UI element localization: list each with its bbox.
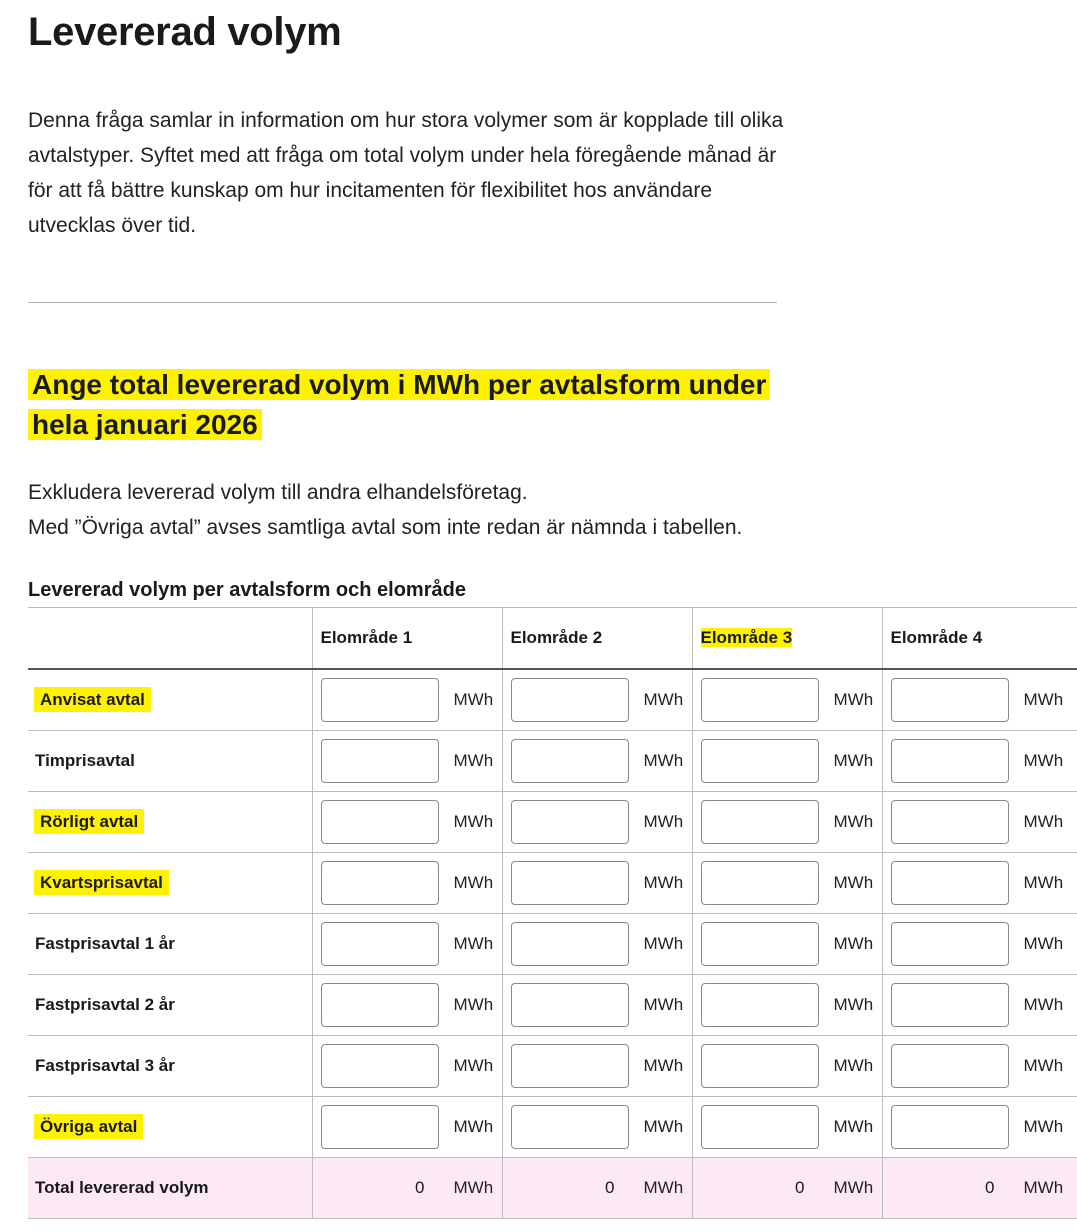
unit-label: MWh <box>1023 995 1064 1014</box>
value-cell <box>692 731 882 792</box>
instruction-line-1: Exkludera levererad volym till andra elhandelsföretag. <box>28 481 528 504</box>
unit-label: MWh <box>643 934 684 953</box>
page-title: Levererad volym <box>28 10 342 54</box>
column-header-elomrade-3 <box>692 608 882 670</box>
table-caption: Levererad volym per avtalsform och elområde <box>28 579 466 601</box>
mwh-input-row6-elomrade-4[interactable] <box>891 983 1009 1027</box>
intro-text: Denna fråga samlar in information om hur stora volymer som är kopplade till olika avtalstyper. Syftet med att fråga om total volym under hela föregående månad är för att få bättre kunskap om hur incitamenten för flexibilitet hos användare utvecklas över tid. <box>28 109 784 237</box>
total-value-elomrade-1: 0 <box>415 1178 425 1197</box>
value-cell <box>312 731 502 792</box>
unit-label: MWh <box>643 1056 684 1075</box>
unit-label: MWh <box>1023 1178 1064 1197</box>
mwh-input-row7-elomrade-1[interactable] <box>321 1044 439 1088</box>
instruction-line-2: Med ”Övriga avtal” avses samtliga avtal som inte redan är nämnda i tabellen. <box>28 516 743 539</box>
total-value-elomrade-2: 0 <box>605 1178 615 1197</box>
question-heading <box>28 365 808 445</box>
table-row <box>28 914 1077 975</box>
unit-label: MWh <box>643 873 684 892</box>
table-row <box>28 669 1077 731</box>
table-row <box>28 1036 1077 1097</box>
mwh-input-row6-elomrade-1[interactable] <box>321 983 439 1027</box>
value-cell <box>692 975 882 1036</box>
value-cell <box>882 1036 1077 1097</box>
mwh-input-row7-elomrade-4[interactable] <box>891 1044 1009 1088</box>
unit-label: MWh <box>833 751 874 770</box>
total-cell <box>502 1158 692 1219</box>
mwh-input-row6-elomrade-3[interactable] <box>701 983 819 1027</box>
mwh-input-row2-elomrade-1[interactable] <box>321 739 439 783</box>
value-cell <box>312 1036 502 1097</box>
unit-label: MWh <box>453 751 494 770</box>
table-body <box>28 669 1077 1219</box>
row-label: Fastprisavtal 1 år <box>35 934 175 953</box>
unit-label: MWh <box>453 934 494 953</box>
mwh-input-row8-elomrade-2[interactable] <box>511 1105 629 1149</box>
value-cell <box>882 853 1077 914</box>
row-label: Fastprisavtal 3 år <box>35 1056 175 1075</box>
mwh-input-row5-elomrade-1[interactable] <box>321 922 439 966</box>
row-label-cell <box>28 731 312 792</box>
section-divider <box>28 302 777 303</box>
value-cell <box>502 1097 692 1158</box>
row-label-cell <box>28 1036 312 1097</box>
column-header-elomrade-3-label: Elområde 3 <box>700 628 793 647</box>
unit-label: MWh <box>453 1178 494 1197</box>
total-value-elomrade-3: 0 <box>795 1178 805 1197</box>
total-value-elomrade-4: 0 <box>985 1178 995 1197</box>
mwh-input-row6-elomrade-2[interactable] <box>511 983 629 1027</box>
value-cell <box>882 1097 1077 1158</box>
unit-label: MWh <box>1023 812 1064 831</box>
question-heading-text: Ange total levererad volym i MWh per avtalsform under hela januari 2026 <box>28 369 770 440</box>
mwh-input-row8-elomrade-3[interactable] <box>701 1105 819 1149</box>
total-cell <box>312 1158 502 1219</box>
mwh-input-row3-elomrade-1[interactable] <box>321 800 439 844</box>
unit-label: MWh <box>453 812 494 831</box>
total-cell <box>692 1158 882 1219</box>
mwh-input-row4-elomrade-3[interactable] <box>701 861 819 905</box>
value-cell <box>882 975 1077 1036</box>
unit-label: MWh <box>453 873 494 892</box>
unit-label: MWh <box>1023 873 1064 892</box>
mwh-input-row3-elomrade-4[interactable] <box>891 800 1009 844</box>
row-label: Övriga avtal <box>34 1114 143 1139</box>
value-cell <box>312 853 502 914</box>
row-label: Kvartsprisavtal <box>34 870 169 895</box>
mwh-input-row4-elomrade-4[interactable] <box>891 861 1009 905</box>
unit-label: MWh <box>453 995 494 1014</box>
value-cell <box>502 853 692 914</box>
mwh-input-row1-elomrade-3[interactable] <box>701 678 819 722</box>
value-cell <box>882 731 1077 792</box>
value-cell <box>692 914 882 975</box>
total-row <box>28 1158 1077 1219</box>
value-cell <box>692 669 882 731</box>
mwh-input-row7-elomrade-2[interactable] <box>511 1044 629 1088</box>
mwh-input-row1-elomrade-4[interactable] <box>891 678 1009 722</box>
unit-label: MWh <box>833 873 874 892</box>
value-cell <box>312 1097 502 1158</box>
unit-label: MWh <box>833 1117 874 1136</box>
row-label-cell <box>28 669 312 731</box>
unit-label: MWh <box>833 1056 874 1075</box>
mwh-input-row5-elomrade-3[interactable] <box>701 922 819 966</box>
unit-label: MWh <box>833 995 874 1014</box>
unit-label: MWh <box>453 690 494 709</box>
mwh-input-row8-elomrade-4[interactable] <box>891 1105 1009 1149</box>
unit-label: MWh <box>643 995 684 1014</box>
row-label: Rörligt avtal <box>34 809 144 834</box>
value-cell <box>502 731 692 792</box>
value-cell <box>502 914 692 975</box>
mwh-input-row2-elomrade-2[interactable] <box>511 739 629 783</box>
value-cell <box>312 914 502 975</box>
unit-label: MWh <box>453 1056 494 1075</box>
column-header-elomrade-2: Elområde 2 <box>502 608 692 670</box>
value-cell <box>882 914 1077 975</box>
column-header-elomrade-1: Elområde 1 <box>312 608 502 670</box>
unit-label: MWh <box>643 1117 684 1136</box>
value-cell <box>502 1036 692 1097</box>
mwh-input-row3-elomrade-2[interactable] <box>511 800 629 844</box>
volume-table <box>28 607 1077 1219</box>
unit-label: MWh <box>453 1117 494 1136</box>
row-label: Fastprisavtal 2 år <box>35 995 175 1014</box>
column-header-elomrade-4: Elområde 4 <box>882 608 1077 670</box>
table-row <box>28 792 1077 853</box>
value-cell <box>312 792 502 853</box>
mwh-input-row4-elomrade-1[interactable] <box>321 861 439 905</box>
row-label-cell <box>28 914 312 975</box>
row-label: Anvisat avtal <box>34 687 151 712</box>
value-cell <box>882 669 1077 731</box>
value-cell <box>312 975 502 1036</box>
unit-label: MWh <box>643 751 684 770</box>
unit-label: MWh <box>1023 1056 1064 1075</box>
unit-label: MWh <box>643 812 684 831</box>
row-label-cell <box>28 792 312 853</box>
unit-label: MWh <box>833 1178 874 1197</box>
mwh-input-row5-elomrade-4[interactable] <box>891 922 1009 966</box>
question-instructions <box>28 475 742 545</box>
value-cell <box>692 1036 882 1097</box>
value-cell <box>312 669 502 731</box>
mwh-input-row2-elomrade-3[interactable] <box>701 739 819 783</box>
unit-label: MWh <box>1023 934 1064 953</box>
unit-label: MWh <box>833 690 874 709</box>
value-cell <box>692 1097 882 1158</box>
unit-label: MWh <box>833 812 874 831</box>
row-label-cell <box>28 853 312 914</box>
table-header-row <box>28 608 1077 670</box>
row-label-cell <box>28 1097 312 1158</box>
mwh-input-row2-elomrade-4[interactable] <box>891 739 1009 783</box>
value-cell <box>502 975 692 1036</box>
mwh-input-row8-elomrade-1[interactable] <box>321 1105 439 1149</box>
unit-label: MWh <box>833 934 874 953</box>
table-row <box>28 853 1077 914</box>
value-cell <box>882 792 1077 853</box>
unit-label: MWh <box>643 1178 684 1197</box>
value-cell <box>692 792 882 853</box>
header-empty-cell <box>28 608 312 670</box>
value-cell <box>502 792 692 853</box>
mwh-input-row1-elomrade-1[interactable] <box>321 678 439 722</box>
value-cell <box>502 669 692 731</box>
unit-label: MWh <box>1023 1117 1064 1136</box>
total-cell <box>882 1158 1077 1219</box>
value-cell <box>692 853 882 914</box>
table-row <box>28 1097 1077 1158</box>
unit-label: MWh <box>643 690 684 709</box>
total-label: Total levererad volym <box>28 1158 312 1219</box>
mwh-input-row7-elomrade-3[interactable] <box>701 1044 819 1088</box>
unit-label: MWh <box>1023 751 1064 770</box>
unit-label: MWh <box>1023 690 1064 709</box>
table-row <box>28 731 1077 792</box>
mwh-input-row5-elomrade-2[interactable] <box>511 922 629 966</box>
row-label-cell <box>28 975 312 1036</box>
row-label: Timprisavtal <box>35 751 135 770</box>
table-row <box>28 975 1077 1036</box>
mwh-input-row1-elomrade-2[interactable] <box>511 678 629 722</box>
mwh-input-row3-elomrade-3[interactable] <box>701 800 819 844</box>
mwh-input-row4-elomrade-2[interactable] <box>511 861 629 905</box>
